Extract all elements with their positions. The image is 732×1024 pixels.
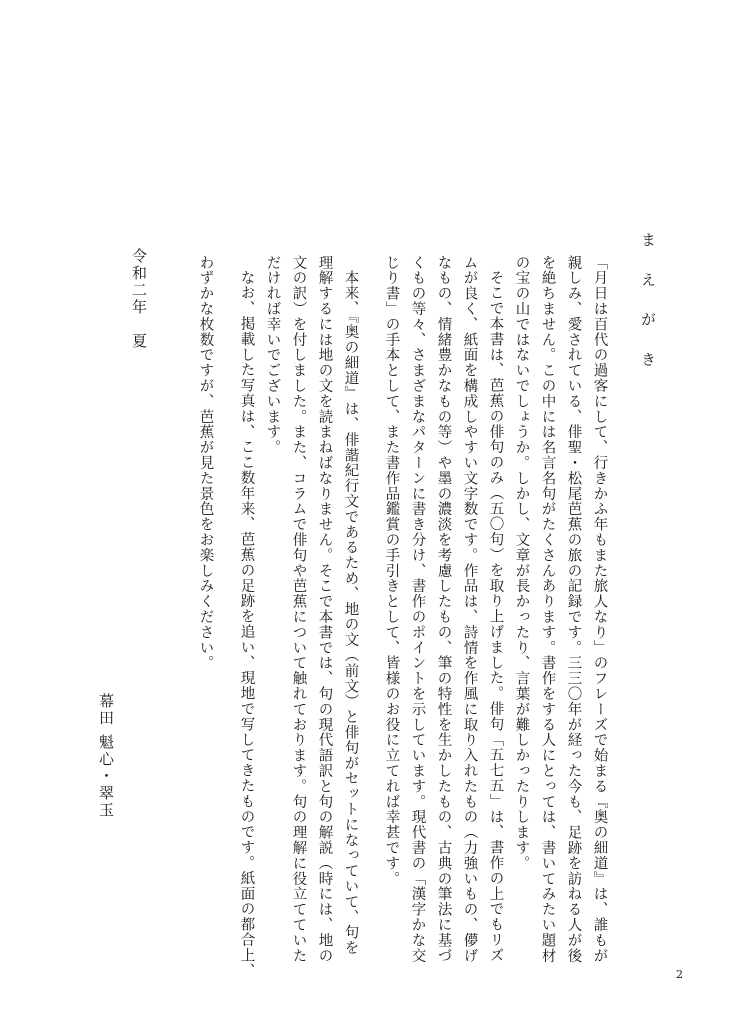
- author-name: 幕田 魁心・翠玉: [97, 693, 115, 819]
- paragraph-2-line-2: ムが良く、紙面を構成しやすい文字数です。作品は、詩情を作風に取り入れたもの（力強いもの、儚げ: [461, 255, 478, 964]
- paragraph-1-line-4: の宝の山ではないでしょうか。しかし、文章が長かったり、言葉が難しかったりします。: [513, 255, 530, 871]
- paragraph-2-line-3: なもの、情緒豊かなもの等）や墨の濃淡を考慮したもの、筆の特性を生かしたもの、古典の筆法に基づ: [435, 255, 452, 964]
- paragraph-3-line-2: 理解するには地の文を読まねばなりません。そこで本書では、句の現代語訳と句の解説（時には、地の: [316, 255, 333, 964]
- paragraph-2-line-4: くもの等々、さまざまなパターンに書き分け、書作のポイントを示しています。現代書の「漢字かな交: [409, 255, 426, 964]
- paragraph-1-line-3: を絶ちません。この中には名言名句がたくさんあります。書作をする人にとっては、書いてみたい題材: [539, 255, 556, 964]
- paragraph-2-line-1: そこで本書は、芭蕉の俳句のみ（五〇句）を取り上げました。俳句「五七五」は、書作の上でもリズ: [487, 270, 504, 963]
- paragraph-3-line-1: 本来、『奥の細道』は、俳諧紀行文であるため、地の文（前文）と俳句がセットになっていて、句を: [342, 270, 359, 956]
- paragraph-4-line-1: なお、掲載した写真は、ここ数年来、芭蕉の足跡を追い、現地で写してきたものです。紙面の都合上、: [238, 270, 255, 979]
- paragraph-1-line-2: 親しみ、愛されている、俳聖・松尾芭蕉の旅の記録です。三三〇年が経った今も、足跡を訪ねる人が後: [565, 255, 582, 964]
- paragraph-3-line-3: 文の訳）を付しました。また、コラムで俳句や芭蕉について触れております。句の理解に役立てていた: [290, 255, 307, 964]
- page-number: 2: [676, 968, 683, 981]
- paragraph-2-line-5: じり書」の手本として、また書作品鑑賞の手引きとして、皆様のお役に立てれば幸甚です。: [383, 255, 400, 887]
- paragraph-4-line-2: わずかな枚数ですが、芭蕉が見た景色をお楽しみください。: [197, 255, 214, 671]
- paragraph-1-line-1: 「月日は百代の過客にして、行きかふ年もまた旅人なり」のフレーズで始まる『奥の細道』は、誰もが: [591, 255, 608, 964]
- signature-date: 令和二年 夏: [130, 248, 148, 350]
- document-title: ま え が き: [639, 232, 657, 377]
- paragraph-3-line-4: だければ幸いでございます。: [264, 255, 281, 456]
